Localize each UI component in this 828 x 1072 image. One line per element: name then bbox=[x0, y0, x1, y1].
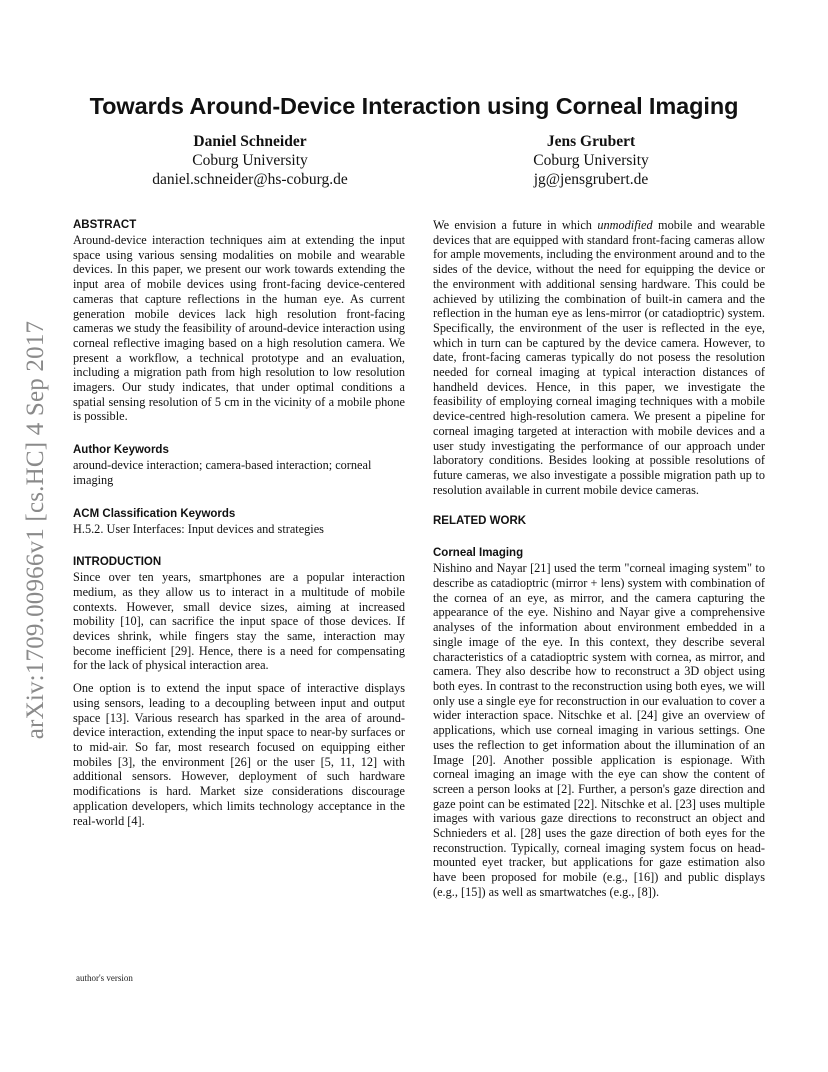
author-affiliation: Coburg University bbox=[192, 152, 308, 169]
author-keywords-text: around-device interaction; camera-based interaction; corneal imaging bbox=[73, 458, 372, 487]
introduction-paragraph-2: One option is to extend the input space of interactive displays using sensors, leading to a decoupling between input and output space [13]. Various research has sparked in the area of around-device interaction, extending the input space to near-by surfaces or to mid-air. So far, most research focused on equipping either mobiles [3], the environment [26] or the user [5, 11, 12] with additional sensors. However, deployment of such hardware modifications is hard. Market size considerations discourage application developers, which limits technology acceptance in the real-world [4]. bbox=[73, 681, 405, 828]
corneal-imaging-subheading: Corneal Imaging bbox=[433, 547, 524, 560]
intro-continued-paragraph bbox=[433, 218, 765, 497]
intro-text-after: mobile and wearable devices that are equipped with standard front-facing cameras allow for ample movements, including the environment around and to the sides of the device, without the need for equipping the device or the environment with additional sensing hardware. This could be achieved by utilizing the combination of built-in camera and the reflection in the human eye as lens-mirror (or catadioptric) system. Specifically, the environment of the user is reflected in the eye, which in turn can be captured by the device camera. However, to date, front-facing cameras typically do not posess the resolution needed for corneal imaging at typical interaction distances of handheld devices. Hence, in this paper, we investigate the feasibility of employing corneal imaging techniques with a mobile device-centred high-resolution camera. We present a pipeline for corneal imaging targeted at interaction with mobile devices and a user study investigating the performance of our approach under laboratory conditions. Besides looking at possible resolutions of future cameras, we also investigate a possible migration path up to resolution available in current mobile device cameras. bbox=[433, 218, 765, 497]
author-block-1 bbox=[80, 132, 420, 189]
related-work-heading: RELATED WORK bbox=[433, 515, 527, 528]
related-work-text: Nishino and Nayar [21] used the term "corneal imaging system" to describe as catadioptric (mirror + lens) system with combination of the cornea of an eye, as mirror, and the camera capturing the appearance of the eye. Nishino and Nayar give a comprehensive analyses of the information about environment embedded in a single image of the eye. In this context, they describe several characteristics of a catadioptric system with cornea, as mirror, and camera. They also describe how to reconstruct a 3D object using both eyes. In contrast to the reconstruction using both eyes, we will only use a single eye for reconstruction in our evaluation to cover a wider interaction space. Nitschke et al. [24] give an overview of applications, which use corneal imaging in various settings. One uses the reflection to get information about the illumination of an Image [20]. Another possible application is espionage. With corneal imaging an image with the eye can show the content of screen a person looks at [2]. Further, a person's gaze direction and gaze point can be estimated [22]. Nitschke et al. [23] uses multiple images with various gaze directions to reconstruct an object and Schnieders et al. [28] uses the gaze direction of both eyes for the reconstruction. Typically, corneal imaging system focus on head-mounted eyet tracker, but applications for gaze estimation also have been proposed for mobile (e.g., [16]) and public displays (e.g., [15]) as well as smartwatches (e.g., [8]). bbox=[433, 561, 765, 899]
author-affiliation: Coburg University bbox=[533, 152, 649, 169]
author-block-2 bbox=[421, 132, 761, 189]
author-email: daniel.schneider@hs-coburg.de bbox=[152, 171, 348, 188]
right-column bbox=[433, 218, 765, 900]
arxiv-stamp: arXiv:1709.00966v1 [cs.HC] 4 Sep 2017 bbox=[22, 320, 49, 740]
author-name: Jens Grubert bbox=[546, 133, 636, 150]
acm-keywords-heading: ACM Classification Keywords bbox=[73, 507, 236, 520]
footer-note: author's version bbox=[76, 973, 133, 983]
author-keywords-heading: Author Keywords bbox=[73, 444, 169, 457]
author-name: Daniel Schneider bbox=[193, 133, 307, 150]
paper-title: Towards Around-Device Interaction using Corneal Imaging bbox=[89, 93, 739, 119]
author-email: jg@jensgrubert.de bbox=[533, 171, 649, 188]
introduction-paragraph-1: Since over ten years, smartphones are a popular interaction medium, as they allow us to interact in a multitude of mobile contexts. However, small device sizes, aiming at increased mobility [10], can sacrifice the input space of those devices. If devices shrink, while fingers stay the same, interaction may become inefficient [29]. Hence, there is a need for compensating for the lack of physical interaction area. bbox=[73, 570, 405, 673]
abstract-text: Around-device interaction techniques aim at extending the input space using various sensing modalities on mobile and wearable devices. In this paper, we present our work towards extending the input area of mobile devices using front-facing device-centered cameras that capture reflections in the human eye. As current generation mobile devices lack high resolution front-facing cameras we study the feasibility of around-device interaction using corneal reflective imaging based on a high resolution camera. We present a workflow, a technical prototype and an evaluation, including a migration path from high resolution to low resolution imagers. Our study indicates, that under optimal conditions a spatial sensing resolution of 5 cm in the vicinity of a mobile phone is possible. bbox=[73, 233, 405, 424]
acm-keywords-text: H.5.2. User Interfaces: Input devices and strategies bbox=[73, 521, 324, 536]
introduction-heading: INTRODUCTION bbox=[73, 556, 162, 569]
arxiv-sidebar bbox=[14, 250, 58, 810]
left-column bbox=[73, 218, 405, 828]
intro-text-before: We envision a future in which bbox=[433, 218, 598, 232]
intro-emphasis: unmodified bbox=[597, 218, 653, 232]
abstract-heading: ABSTRACT bbox=[73, 219, 137, 231]
